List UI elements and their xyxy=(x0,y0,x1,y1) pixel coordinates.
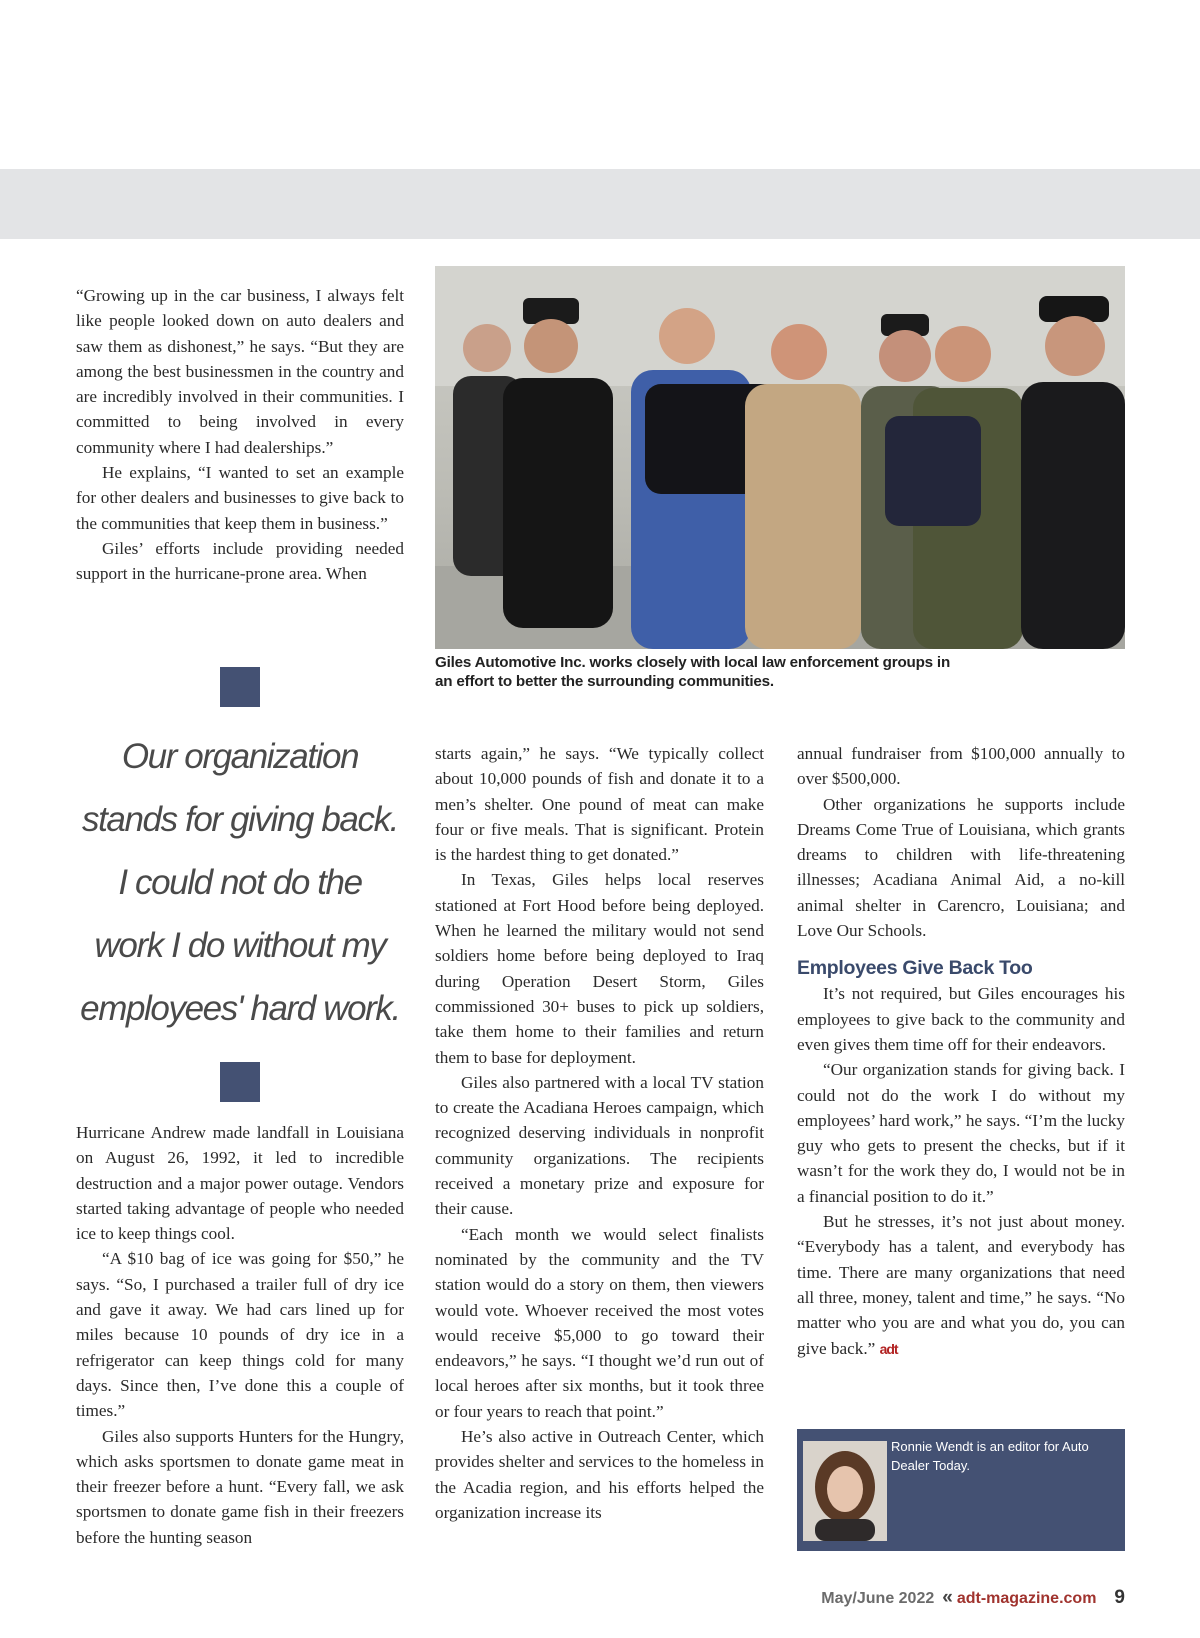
pull-quote-line: Our organization xyxy=(121,737,359,776)
pull-quote-line: work I do without my xyxy=(94,926,386,965)
paragraph: Hurricane Andrew made landfall in Louisiana on August 26, 1992, it led to incredible destruction and a major power outage. Vendors started taking advantage of people who needed ice to keep things cool. xyxy=(76,1123,404,1244)
paragraph: Giles also partnered with a local TV station to create the Acadiana Heroes campaign, which recognized deserving individuals in nonprofit community organizations. The recipients received a monetary prize and exposure for their cause. xyxy=(435,1072,764,1219)
paragraph: “Growing up in the car business, I always felt like people looked down on auto dealers and saw them as dishonest,” he says. “But they are among the best businessmen in the country and are incredibly involved in their communities. I committed to being involved in every community where I had dealerships.” xyxy=(76,286,404,457)
author-bio-box xyxy=(797,1429,1125,1551)
issue-date: May/June 2022 xyxy=(821,1590,935,1607)
page-footer xyxy=(821,1587,1125,1609)
paragraph: In Texas, Giles helps local reserves stationed at Fort Hood before being deployed. When he learned the military would not send soldiers home before being deployed to Iraq during Operation Desert Storm, Giles commissioned 30+ buses to pick up soldiers, take them home to their families and return them to base for deployment. xyxy=(435,870,764,1067)
paragraph: “A $10 bag of ice was going for $50,” he says. “So, I purchased a trailer full of dry ice and gave it away. We had cars lined up for miles because 10 pounds of dry ice in a refrigerator can keep things cold for many days. Since then, I’ve done this a couple of times.” xyxy=(76,1249,404,1421)
paragraph: He explains, “I wanted to set an example for other dealers and businesses to give back to the communities that keep them in business.” xyxy=(76,463,404,533)
article-column-3 xyxy=(797,741,1125,1362)
footer-separator: « xyxy=(942,1587,953,1608)
paragraph: It’s not required, but Giles encourages his employees to give back to the community and even gives them time off for their endeavors. xyxy=(797,984,1125,1054)
article-column-1-top xyxy=(76,283,404,587)
page-number: 9 xyxy=(1114,1587,1125,1608)
pull-quote-line: stands for giving back. xyxy=(81,800,399,839)
paragraph: Giles also supports Hunters for the Hungry, which asks sportsmen to donate game meat in their freezer before a hunt. “Every fall, we ask sportsmen to donate game fish in their freezers before the hunting season xyxy=(76,1426,404,1547)
paragraph-text: But he stresses, it’s not just about money. “Everybody has a talent, and everybody has time. There are many organizations that need all three, money, talent and time,” he says. “No matter who you are and what you do, you can give back.” xyxy=(797,1212,1125,1358)
paragraph xyxy=(797,1209,1125,1362)
paragraph: He’s also active in Outreach Center, which provides shelter and services to the homeless in the Acadia region, and his efforts helped the organization increase its xyxy=(435,1427,764,1522)
paragraph: annual fundraiser from $100,000 annually to over $500,000. xyxy=(797,744,1125,789)
group-photo xyxy=(435,266,1125,649)
pull-quote-line: I could not do the xyxy=(118,863,362,902)
header-band xyxy=(0,169,1200,239)
paragraph: “Our organization stands for giving back. I could not do the work I do without my employees’ hard work,” he says. “I’m the lucky guy who gets to present the checks, but if it wasn’t for the work they do, I would not be in a financial position to do it.” xyxy=(797,1060,1125,1206)
pull-quote-bottom-square xyxy=(220,1062,260,1102)
article-column-2 xyxy=(435,741,764,1525)
pull-quote-top-square xyxy=(220,667,260,707)
paragraph: starts again,” he says. “We typically collect about 10,000 pounds of fish and donate it to a men’s shelter. One pound of meat can make four or five meals. That is significant. Protein is the hardest thing to get donated.” xyxy=(435,744,764,865)
paragraph: “Each month we would select finalists nominated by the community and the TV station would do a story on them, then viewers would vote. Whoever received the most votes would receive $5,000 to go toward their endeavors,” he says. “I thought we’d run out of local heroes after six months, but it took three or four years to reach that point.” xyxy=(435,1224,764,1421)
pull-quote-line: employees' hard work. xyxy=(80,989,400,1028)
section-subhead: Employees Give Back Too xyxy=(797,957,1033,980)
author-bio-text: Ronnie Wendt is an editor for Auto Dealer Today. xyxy=(891,1439,1089,1473)
author-headshot-illustration xyxy=(803,1441,887,1541)
paragraph: Giles’ efforts include providing needed support in the hurricane-prone area. When xyxy=(76,538,404,584)
end-mark-logo: adt xyxy=(879,1340,898,1357)
author-headshot xyxy=(803,1441,887,1541)
paragraph: Other organizations he supports include Dreams Come True of Louisiana, which grants dreams to children with life-threatening illnesses; Acadiana Animal Aid, a no-kill animal shelter in Carencro, Louisiana; and Love Our Schools. xyxy=(797,794,1125,941)
website-link[interactable]: adt-magazine.com xyxy=(956,1590,1097,1607)
photo-caption: Giles Automotive Inc. works closely with local law enforcement groups in an effort to better the surrounding communities. xyxy=(435,654,951,690)
pull-quote xyxy=(66,725,414,1040)
article-column-1-bottom xyxy=(76,1120,404,1550)
group-photo-illustration xyxy=(435,266,1125,649)
